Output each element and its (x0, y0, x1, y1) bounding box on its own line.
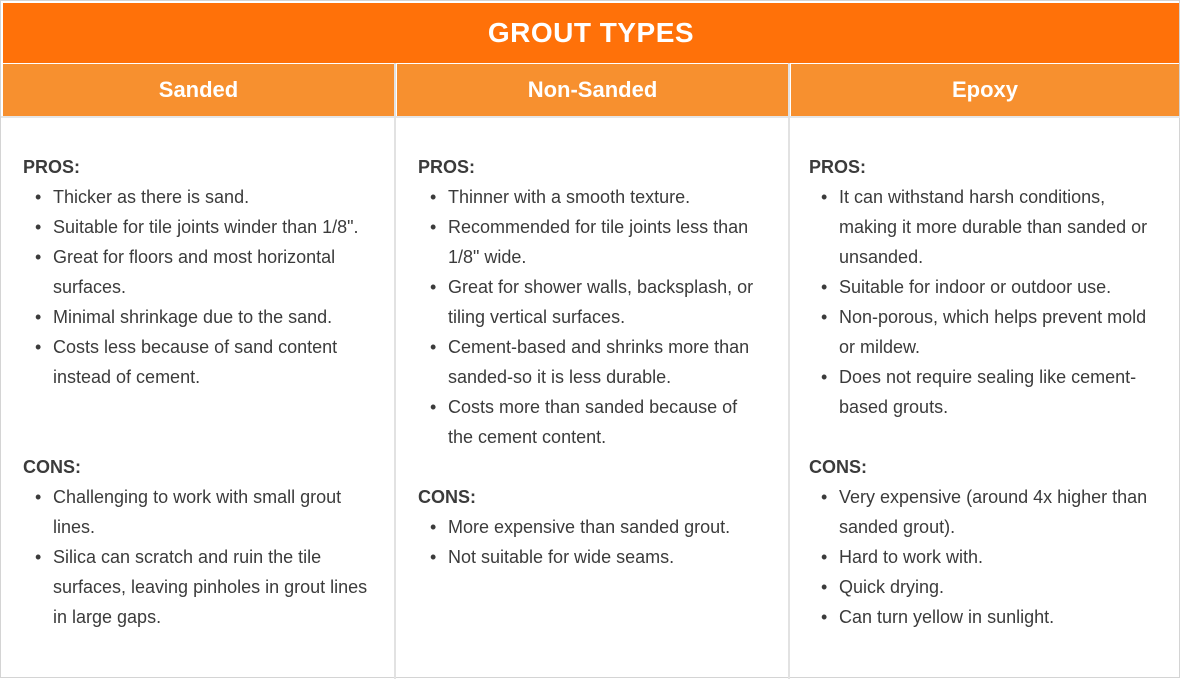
list-item: • Thinner with a smooth texture. (430, 187, 691, 207)
item-text: Cement-based and shrinks more than sanded-so it is less durable. (448, 337, 750, 387)
column-sanded (23, 117, 383, 677)
cons-list (426, 512, 766, 572)
list-item: • It can withstand harsh conditions, making it more durable than sanded or unsanded. (821, 187, 1148, 267)
item-text: Non-porous, which helps prevent mold or mildew. (839, 307, 1147, 357)
list-item: • Costs more than sanded because of the cement content. (430, 397, 738, 447)
list-item: • Great for shower walls, backsplash, or tiling vertical surfaces. (430, 277, 754, 327)
cons-list (817, 482, 1167, 632)
item-text: Silica can scratch and ruin the tile surfaces, leaving pinholes in grout lines in large gaps. (53, 547, 368, 627)
list-item: • Quick drying. (821, 577, 945, 597)
pros-label: PROS: (418, 157, 476, 177)
list-item: • Very expensive (around 4x higher than sanded grout). (821, 487, 1148, 537)
list-item: • Not suitable for wide seams. (430, 547, 675, 567)
item-text: It can withstand harsh conditions, making it more durable than sanded or unsanded. (839, 187, 1148, 267)
list-item: • Costs less because of sand content instead of cement. (35, 337, 338, 387)
item-text: Thicker as there is sand. (53, 187, 250, 207)
list-item: • Great for floors and most horizontal surfaces. (35, 247, 336, 297)
item-text: Costs less because of sand content instead of cement. (53, 337, 338, 387)
item-text: Minimal shrinkage due to the sand. (53, 307, 333, 327)
list-item: • Recommended for tile joints less than 1/8" wide. (430, 217, 749, 267)
pros-list (817, 182, 1167, 422)
table-title: GROUT TYPES (3, 3, 1179, 63)
list-item: • Minimal shrinkage due to the sand. (35, 307, 333, 327)
column-header-non-sanded: Non-Sanded (397, 64, 788, 116)
item-text: Great for floors and most horizontal surfaces. (53, 247, 336, 297)
cons-label: CONS: (23, 457, 81, 477)
cons-label: CONS: (418, 487, 476, 507)
column-divider (788, 63, 790, 679)
column-divider (394, 63, 396, 679)
item-text: Suitable for tile joints winder than 1/8". (53, 217, 359, 237)
list-item: • Does not require sealing like cement-based grouts. (821, 367, 1137, 417)
item-text: Costs more than sanded because of the cement content. (448, 397, 738, 447)
pros-list (426, 182, 766, 452)
item-text: Hard to work with. (839, 547, 984, 567)
list-item: • Non-porous, which helps prevent mold or mildew. (821, 307, 1147, 357)
item-text: Does not require sealing like cement-based grouts. (839, 367, 1137, 417)
column-non-sanded (418, 117, 778, 677)
item-text: Quick drying. (839, 577, 945, 597)
list-item: • Silica can scratch and ruin the tile surfaces, leaving pinholes in grout lines in large gaps. (35, 547, 368, 627)
column-header-sanded: Sanded (3, 64, 394, 116)
item-text: Challenging to work with small grout lines. (53, 487, 342, 537)
column-epoxy (809, 117, 1169, 677)
list-item: • Hard to work with. (821, 547, 984, 567)
list-item: • Suitable for indoor or outdoor use. (821, 277, 1112, 297)
pros-label: PROS: (23, 157, 81, 177)
list-item: • Cement-based and shrinks more than sanded-so it is less durable. (430, 337, 750, 387)
item-text: Not suitable for wide seams. (448, 547, 675, 567)
list-item: • More expensive than sanded grout. (430, 517, 731, 537)
item-text: Very expensive (around 4x higher than sanded grout). (839, 487, 1148, 537)
pros-label: PROS: (809, 157, 867, 177)
item-text: Great for shower walls, backsplash, or tiling vertical surfaces. (448, 277, 754, 327)
item-text: More expensive than sanded grout. (448, 517, 731, 537)
list-item: • Suitable for tile joints winder than 1/8". (35, 217, 359, 237)
item-text: Suitable for indoor or outdoor use. (839, 277, 1112, 297)
list-item: • Can turn yellow in sunlight. (821, 607, 1055, 627)
item-text: Can turn yellow in sunlight. (839, 607, 1055, 627)
column-header-epoxy: Epoxy (791, 64, 1179, 116)
cons-list (31, 482, 381, 632)
item-text: Recommended for tile joints less than 1/8" wide. (448, 217, 749, 267)
list-item: • Challenging to work with small grout lines. (35, 487, 342, 537)
pros-list (31, 182, 381, 392)
list-item: • Thicker as there is sand. (35, 187, 250, 207)
item-text: Thinner with a smooth texture. (448, 187, 691, 207)
cons-label: CONS: (809, 457, 867, 477)
